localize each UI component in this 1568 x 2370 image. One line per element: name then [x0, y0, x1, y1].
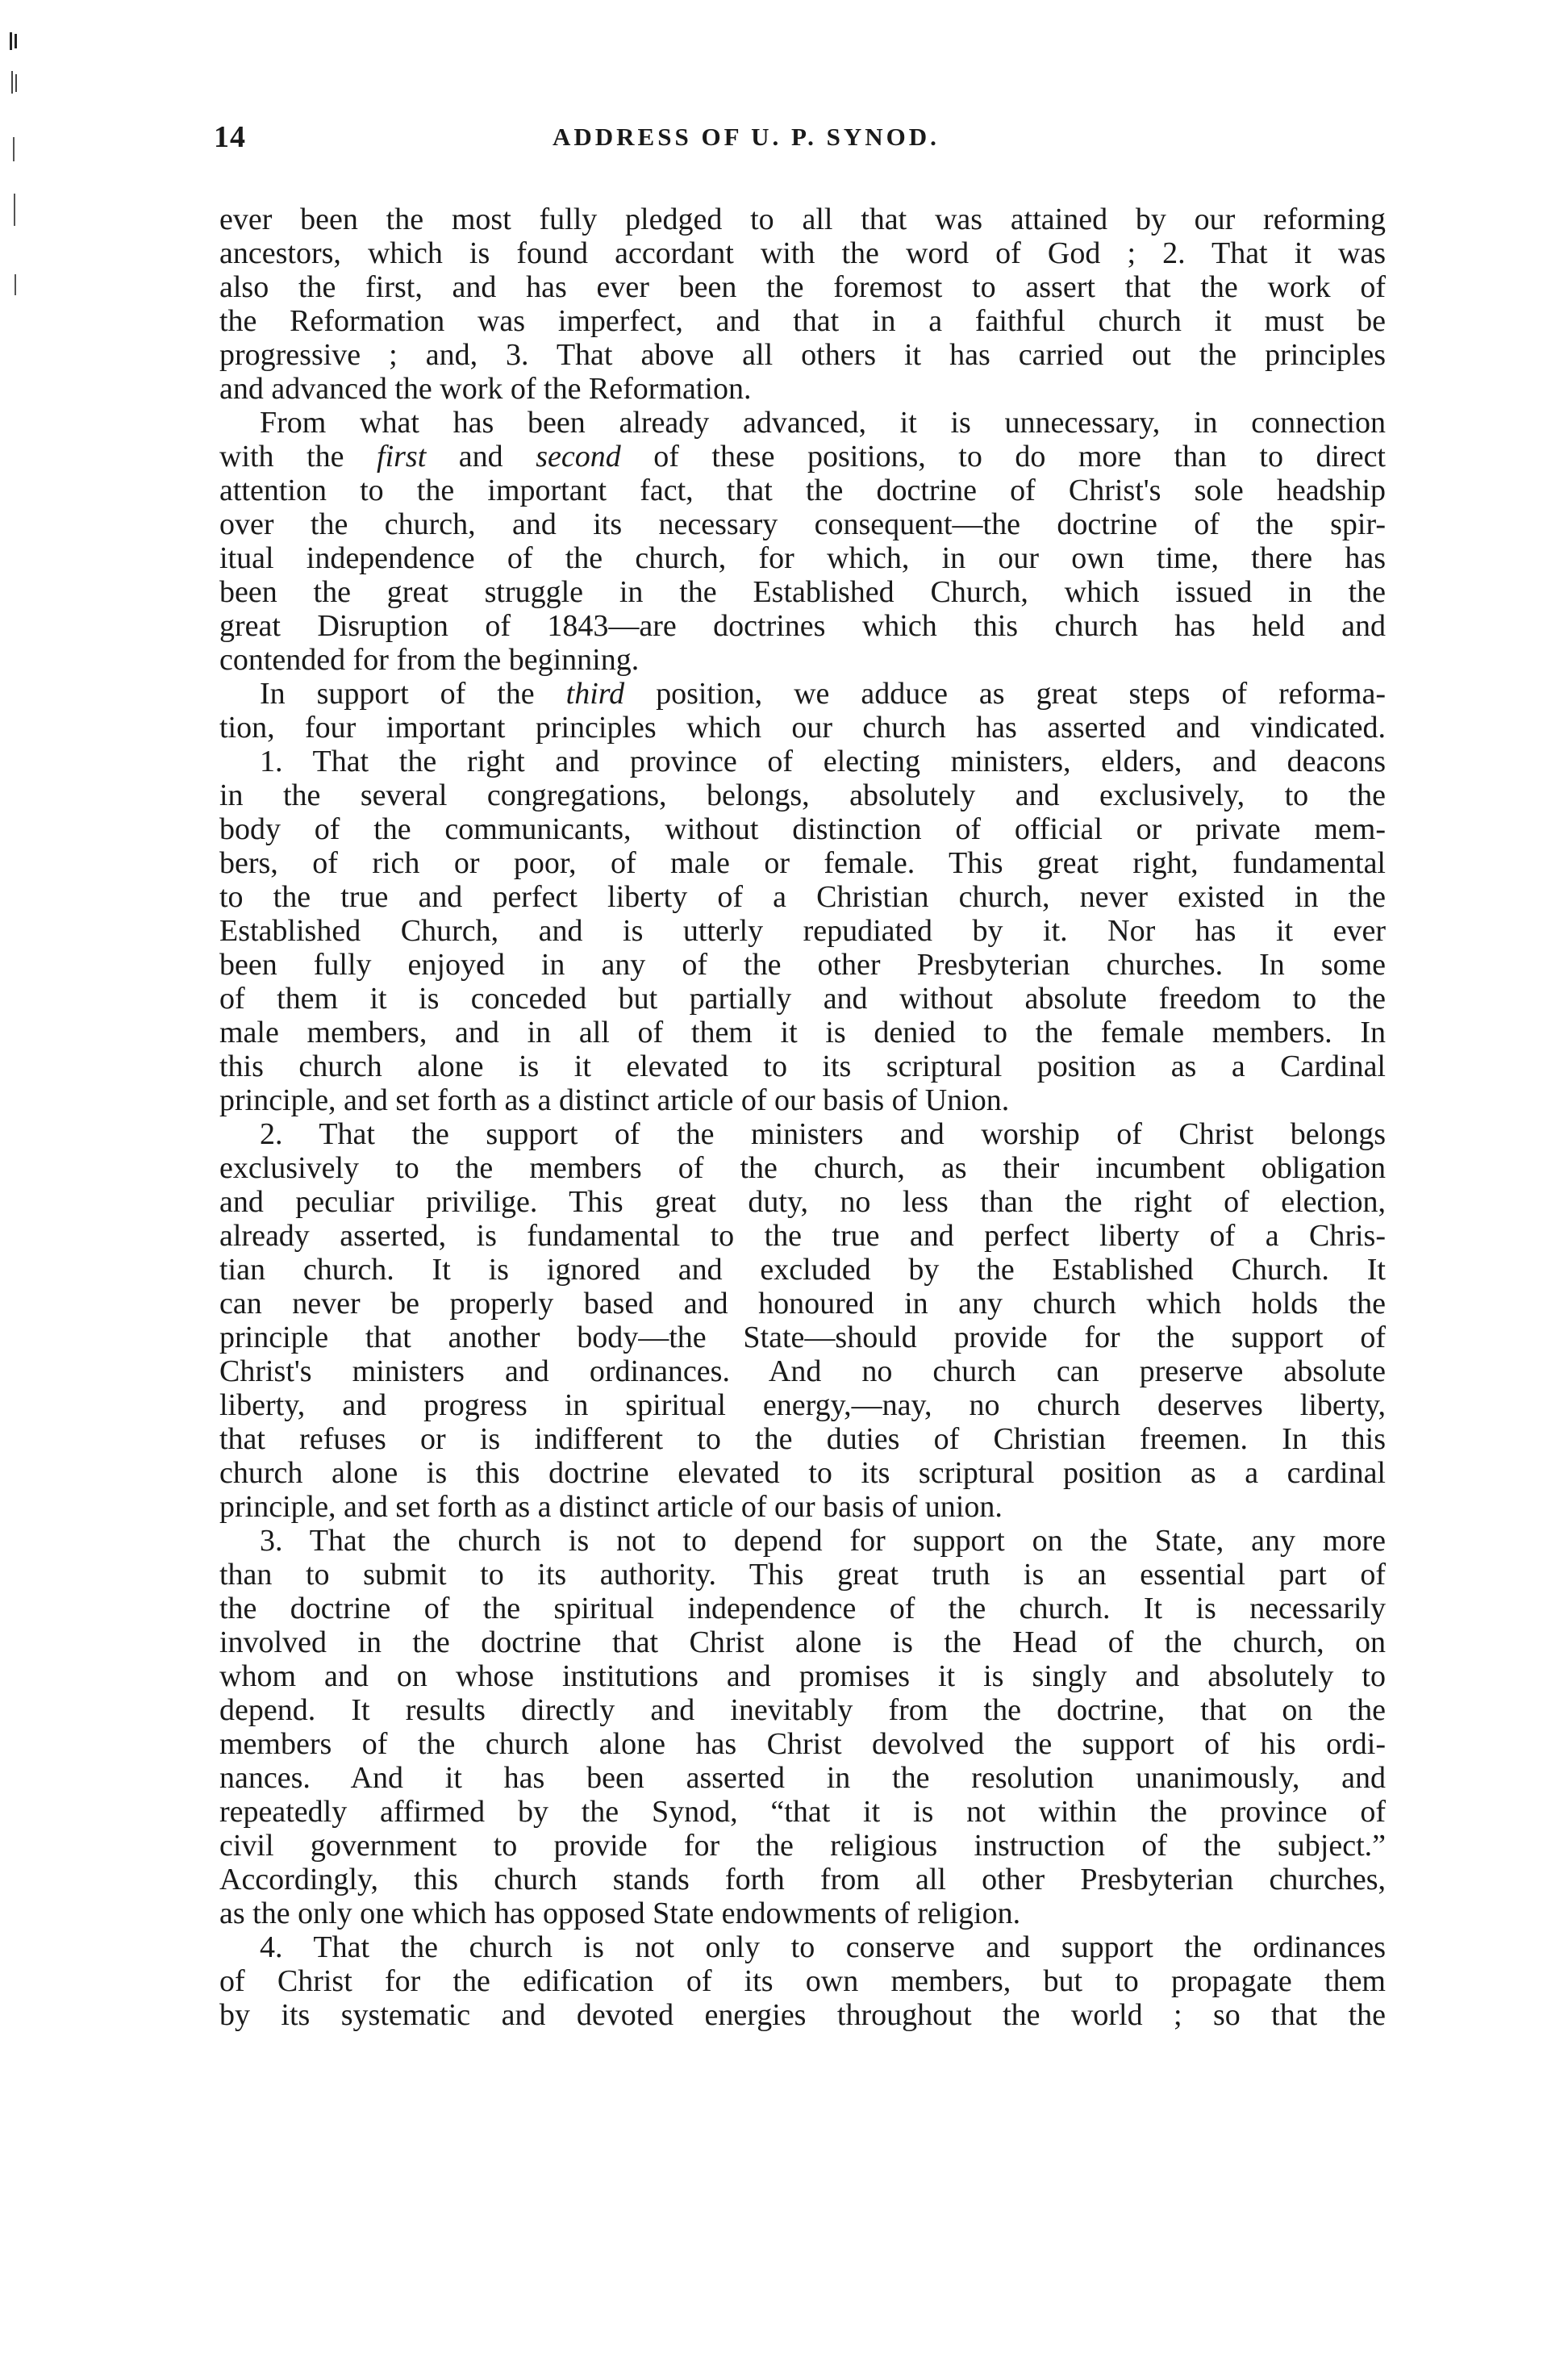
text-line: principle that another body—the State—should provide for the support of [219, 1321, 1386, 1354]
text-line: civil government to provide for the religious instruction of the subject.” [219, 1829, 1386, 1863]
text-line: this church alone is it elevated to its scriptural position as a Cardinal [219, 1049, 1386, 1083]
text-line: tian church. It is ignored and excluded by the Established Church. It [219, 1253, 1386, 1287]
text-line: whom and on whose institutions and promises it is singly and absolutely to [219, 1659, 1386, 1693]
text-line: of Christ for the edification of its own members, but to propagate them [219, 1964, 1386, 1998]
running-head: ADDRESS OF U. P. SYNOD. [553, 123, 940, 151]
text-line: great Disruption of 1843—are doctrines which this church has held and [219, 609, 1386, 643]
text-line: attention to the important fact, that the doctrine of Christ's sole headship [219, 474, 1386, 507]
text-line: and peculiar privilige. This great duty, no less than the right of election, [219, 1185, 1386, 1219]
text-line: itual independence of the church, for which, in our own time, there has [219, 541, 1386, 575]
page-header [214, 119, 1383, 160]
text-line: 1. That the right and province of electing ministers, elders, and deacons [260, 745, 1386, 778]
text-run: and [426, 440, 536, 474]
text-line: Christ's ministers and ordinances. And no church can preserve absolute [219, 1354, 1386, 1388]
italic-word: second [536, 440, 621, 474]
text-line: bers, of rich or poor, of male or female. This great right, fundamental [219, 846, 1386, 880]
text-line: that refuses or is indifferent to the duties of Christian freemen. In this [219, 1422, 1386, 1456]
text-line: involved in the doctrine that Christ alone is the Head of the church, on [219, 1625, 1386, 1659]
text-run: of these positions, to do more than to direct [620, 440, 1386, 474]
text-run: From what has been already advanced, it is unnecessary, in connection [260, 406, 1386, 440]
text-line: by its systematic and devoted energies throughout the world ; so that the [219, 1998, 1386, 2032]
body-text [219, 202, 1386, 2032]
text-line: progressive ; and, 3. That above all others it has carried out the principles [219, 338, 1386, 372]
margin-scan-marks [6, 32, 23, 339]
page-number: 14 [214, 120, 246, 154]
text-line: male members, and in all of them it is denied to the female members. In [219, 1016, 1386, 1049]
text-line: repeatedly affirmed by the Synod, “that it is not within the province of [219, 1795, 1386, 1829]
text-line: 2. That the support of the ministers and worship of Christ belongs [260, 1117, 1386, 1151]
text-line: contended for from the beginning. [219, 643, 640, 677]
text-line: Established Church, and is utterly repudiated by it. Nor has it ever [219, 914, 1386, 948]
text-run: with the [219, 440, 377, 474]
text-line: than to submit to its authority. This great truth is an essential part of [219, 1558, 1386, 1592]
text-line: 3. That the church is not to depend for support on the State, any more [260, 1524, 1386, 1558]
text-line: body of the communicants, without distinction of official or private mem- [219, 812, 1386, 846]
italic-word: third [565, 677, 625, 711]
text-line: the Reformation was imperfect, and that in a faithful church it must be [219, 304, 1386, 338]
text-line [219, 440, 1386, 474]
text-line: 4. That the church is not only to conserve and support the ordinances [260, 1930, 1386, 1964]
text-line: nances. And it has been asserted in the resolution unanimously, and [219, 1761, 1386, 1795]
text-line: can never be properly based and honoured in any church which holds the [219, 1287, 1386, 1321]
text-line: members of the church alone has Christ devolved the support of his ordi- [219, 1727, 1386, 1761]
text-line: over the church, and its necessary consequent—the doctrine of the spir- [219, 507, 1386, 541]
text-line: the doctrine of the spiritual independence of the church. It is necessarily [219, 1592, 1386, 1625]
text-line: ancestors, which is found accordant with the word of God ; 2. That it was [219, 236, 1386, 270]
text-line: also the first, and has ever been the foremost to assert that the work of [219, 270, 1386, 304]
text-line: church alone is this doctrine elevated to its scriptural position as a cardinal [219, 1456, 1386, 1490]
text-line [219, 677, 1386, 711]
text-line: liberty, and progress in spiritual energy,—nay, no church deserves liberty, [219, 1388, 1386, 1422]
text-line: exclusively to the members of the church, as their incumbent obligation [219, 1151, 1386, 1185]
text-line: of them it is conceded but partially and without absolute freedom to the [219, 982, 1386, 1016]
text-line: been fully enjoyed in any of the other Presbyterian churches. In some [219, 948, 1386, 982]
text-line: and advanced the work of the Reformation. [219, 372, 752, 406]
text-line: in the several congregations, belongs, absolutely and exclusively, to the [219, 778, 1386, 812]
text-line: principle, and set forth as a distinct article of our basis of Union. [219, 1083, 1010, 1117]
text-line: to the true and perfect liberty of a Christian church, never existed in the [219, 880, 1386, 914]
text-line: been the great struggle in the Established Church, which issued in the [219, 575, 1386, 609]
text-line: ever been the most fully pledged to all that was attained by our reforming [219, 202, 1386, 236]
text-line: as the only one which has opposed State endowments of religion. [219, 1896, 1021, 1930]
text-line: already asserted, is fundamental to the true and perfect liberty of a Chris- [219, 1219, 1386, 1253]
text-line: tion, four important principles which our church has asserted and vindicated. [219, 711, 1386, 745]
text-line: Accordingly, this church stands forth from all other Presbyterian churches, [219, 1863, 1386, 1896]
text-line [219, 406, 1386, 440]
text-line: depend. It results directly and inevitably from the doctrine, that on the [219, 1693, 1386, 1727]
text-run: position, we adduce as great steps of reforma- [624, 677, 1386, 711]
italic-word: first [377, 440, 427, 474]
text-run: In support of the [260, 677, 566, 711]
text-line: principle, and set forth as a distinct article of our basis of union. [219, 1490, 1003, 1524]
